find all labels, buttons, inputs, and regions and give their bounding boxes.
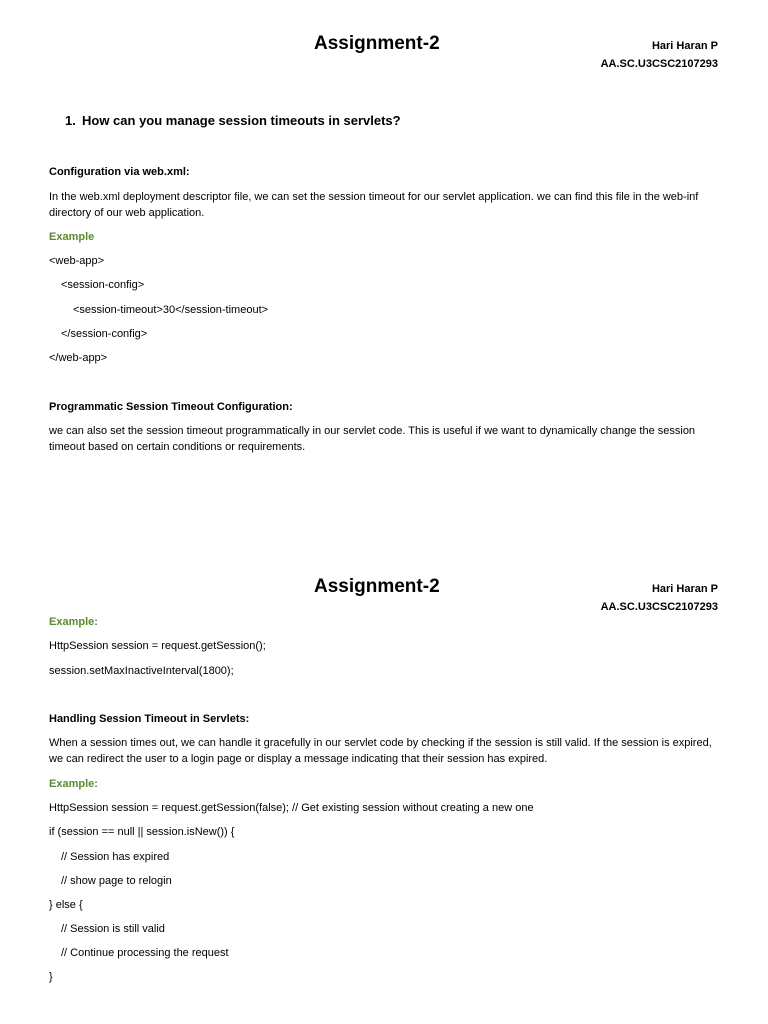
author-name: Hari Haran P bbox=[651, 40, 718, 52]
section-body-handling: When a session times out, we can handle it gracefully in our servlet code by checking if the session is still valid. If the session is expired, we can redirect the user to a login page or display a message indicating that their session has expired. bbox=[49, 737, 712, 765]
code-line: </session-config> bbox=[61, 328, 148, 340]
author-name: Hari Haran P bbox=[651, 583, 718, 595]
section-heading-programmatic: Programmatic Session Timeout Configuration: bbox=[49, 401, 293, 413]
example-label: Example bbox=[49, 231, 95, 243]
code-line: // Continue processing the request bbox=[61, 947, 229, 959]
author-id: AA.SC.U3CSC2107293 bbox=[600, 601, 718, 613]
question-number: 1. bbox=[65, 113, 76, 128]
author-id: AA.SC.U3CSC2107293 bbox=[600, 58, 718, 70]
code-line: <web-app> bbox=[49, 255, 105, 267]
code-line: session.setMaxInactiveInterval(1800); bbox=[49, 665, 234, 677]
code-line: <session-timeout>30</session-timeout> bbox=[73, 304, 269, 316]
example-label: Example: bbox=[49, 616, 98, 628]
page-title: Assignment-2 bbox=[314, 33, 440, 54]
example-label: Example: bbox=[49, 778, 98, 790]
code-line: // Session is still valid bbox=[61, 923, 165, 935]
page-title: Assignment-2 bbox=[314, 576, 440, 597]
code-line: } bbox=[49, 971, 53, 983]
section-body-webxml: In the web.xml deployment descriptor file, we can set the session timeout for our servlet application. we can find this file in the web-inf directory of our web application. bbox=[49, 191, 699, 219]
code-line: HttpSession session = request.getSession(); bbox=[49, 640, 266, 652]
code-line: if (session == null || session.isNew()) { bbox=[49, 826, 235, 838]
question-text: How can you manage session timeouts in servlets? bbox=[82, 113, 401, 128]
code-line: HttpSession session = request.getSession(false); // Get existing session without creating a new one bbox=[49, 802, 534, 814]
code-line: <session-config> bbox=[61, 279, 145, 291]
code-line: // Session has expired bbox=[61, 851, 170, 863]
code-line: // show page to relogin bbox=[61, 875, 172, 887]
section-heading-webxml: Configuration via web.xml: bbox=[49, 166, 190, 178]
code-line: </web-app> bbox=[49, 352, 108, 364]
section-body-programmatic: we can also set the session timeout programmatically in our servlet code. This is useful if we want to dynamically change the session timeout based on certain conditions or requirements. bbox=[49, 425, 696, 453]
code-line: } else { bbox=[49, 899, 83, 911]
section-heading-handling: Handling Session Timeout in Servlets: bbox=[49, 713, 250, 725]
